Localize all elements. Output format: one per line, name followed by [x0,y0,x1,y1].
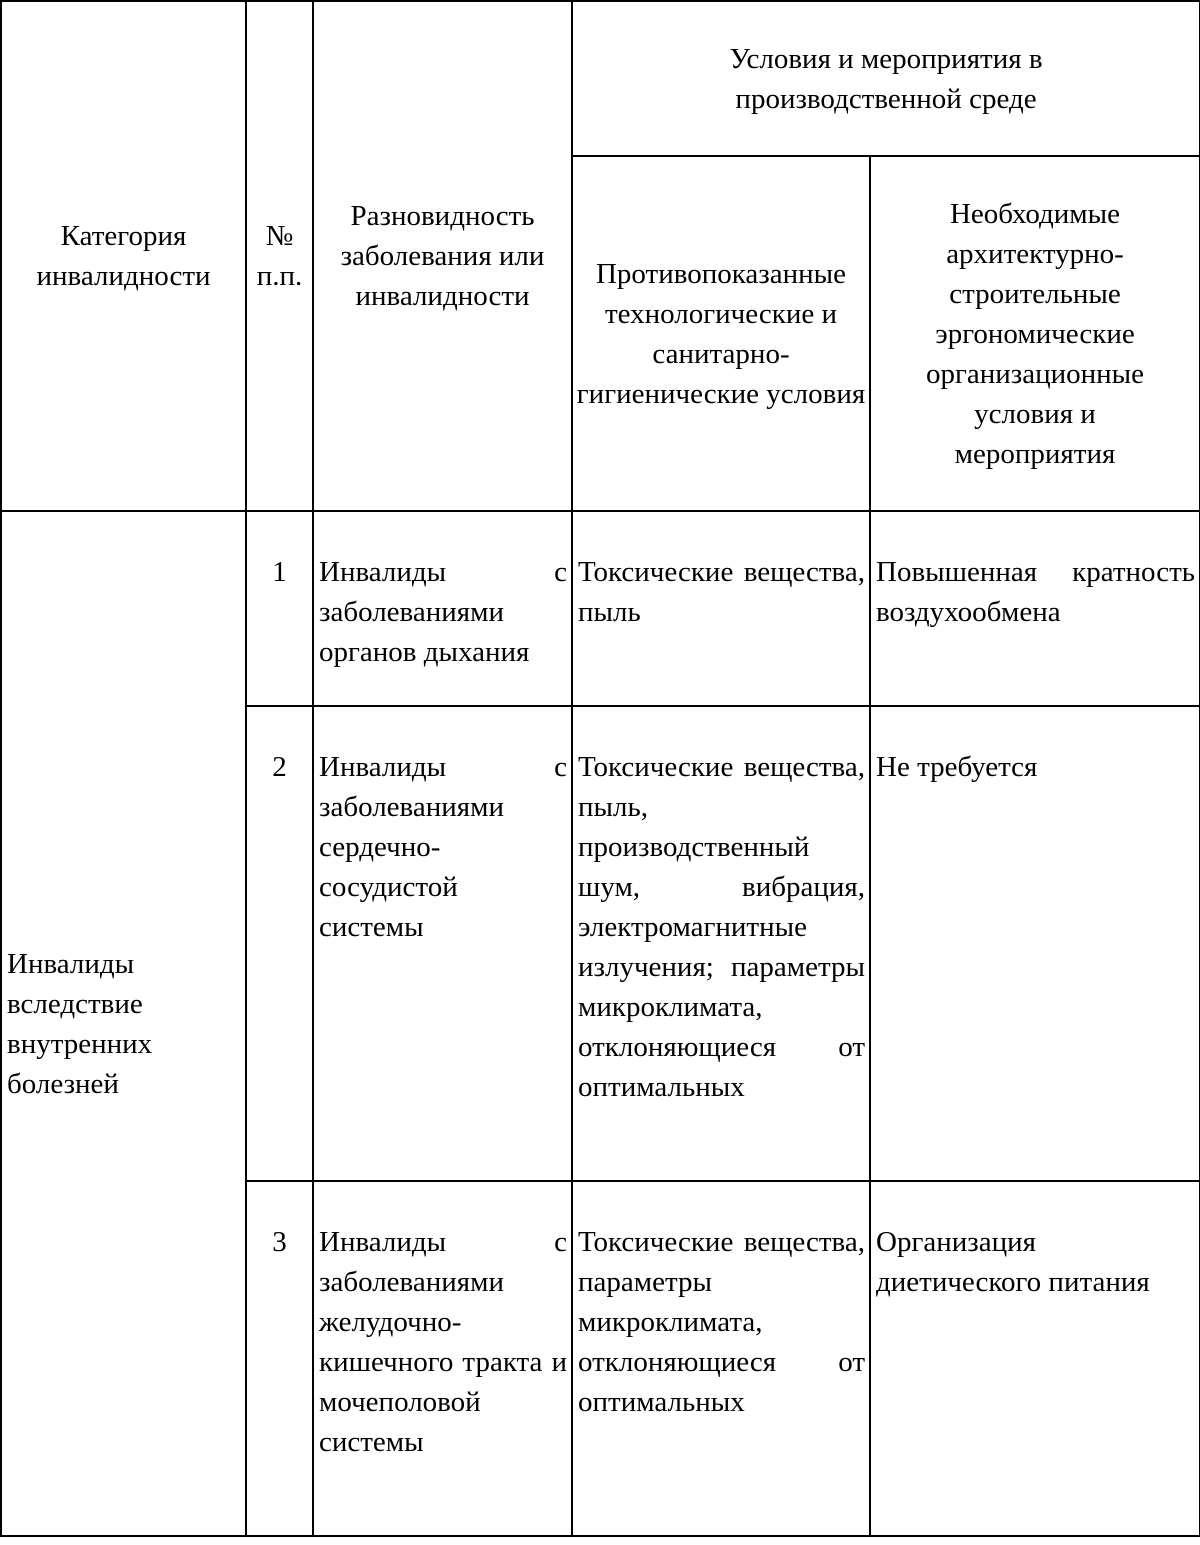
header-group [572,1,1200,156]
row-required: Организация диетического питания [870,1181,1200,1536]
header-required [870,156,1200,511]
header-contraindicated [572,156,870,511]
row-disease: Инвалиды с заболеваниями органов дыхания [313,511,572,706]
row-required: Не требуется [870,706,1200,1181]
header-category [1,1,246,511]
header-group-text: Условия и мероприятия в производственной среде [729,42,1043,115]
row-disease: Инвалиды с заболеваниями желудочно-кишечного тракта и мочеполовой системы [313,1181,572,1536]
header-row-top [1,1,1200,156]
header-contraindicated-text: Противопоказанные технологические и санитарно-гигиенические условия [576,257,866,410]
header-number-text: № п.п. [256,220,303,292]
row-number: 1 [246,511,313,706]
category-text: Инвалиды вследствие внутренних болезней [7,947,153,1100]
header-disease-text: Разновидность заболевания или инвалидности [340,200,545,312]
header-disease [313,1,572,511]
header-category-text: Категория инвалидности [36,220,211,292]
row-number: 3 [246,1181,313,1536]
category-cell [1,511,246,1536]
row-contraindicated: Токсические вещества, параметры микроклимата, отклоняющиеся от оптимальных [572,1181,870,1536]
header-number [246,1,313,511]
row-disease: Инвалиды с заболеваниями сердечно-сосудистой системы [313,706,572,1181]
row-contraindicated: Токсические вещества, пыль [572,511,870,706]
row-number: 2 [246,706,313,1181]
header-required-text: Необходимые архитектурно-строительные эргономические организационные условия и мероприятия [925,197,1145,470]
row-required: Повышенная кратность воздухообмена [870,511,1200,706]
table-row [1,511,1200,706]
row-contraindicated: Токсические вещества, пыль, производственный шум, вибрация, электромагнитные излучения; параметры микроклимата, отклоняющиеся от оптимальных [572,706,870,1181]
